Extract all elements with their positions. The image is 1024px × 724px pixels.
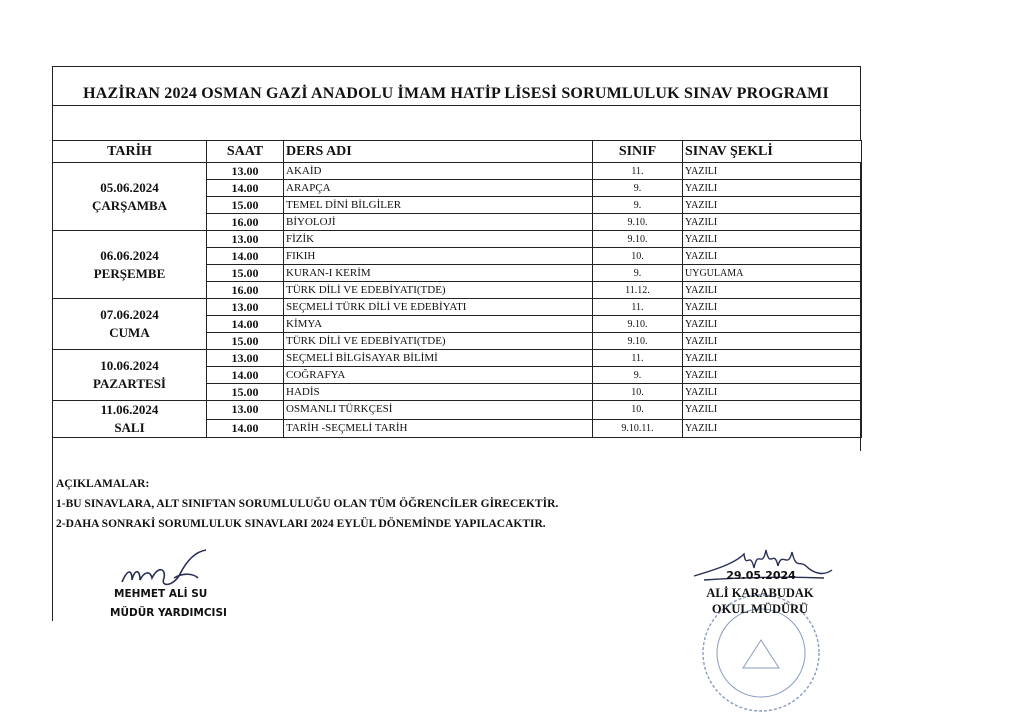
- course-cell: TEMEL DİNİ BİLGİLER: [284, 197, 593, 214]
- class-cell: 11.: [593, 299, 683, 316]
- class-cell: 9.: [593, 197, 683, 214]
- course-cell: KURAN-I KERİM: [284, 265, 593, 282]
- time-cell: 13.00: [207, 163, 284, 180]
- signature-date: 29.05.2024: [726, 569, 796, 582]
- class-cell: 10.: [593, 384, 683, 401]
- course-cell: FIKIH: [284, 248, 593, 265]
- class-cell: 10.: [593, 401, 683, 420]
- header-ders: DERS ADI: [284, 141, 593, 163]
- class-cell: 10.: [593, 248, 683, 265]
- class-cell: 9.10.11.: [593, 419, 683, 438]
- notes-section: [56, 474, 558, 534]
- exam-type-cell: YAZILI: [683, 350, 862, 367]
- class-cell: 9.10.: [593, 214, 683, 231]
- exam-type-cell: YAZILI: [683, 367, 862, 384]
- course-cell: SEÇMELİ BİLGİSAYAR BİLİMİ: [284, 350, 593, 367]
- header-sinif: SINIF: [593, 141, 683, 163]
- header-sinav-sekli: SINAV ŞEKLİ: [683, 141, 862, 163]
- date-cell: [53, 401, 207, 438]
- note-item: 1-BU SINAVLARA, ALT SINIFTAN SORUMLULUĞU OLAN TÜM ÖĞRENCİLER GİRECEKTİR.: [56, 498, 559, 510]
- signer-name-left: MEHMET ALİ SU: [114, 588, 208, 600]
- time-cell: 14.00: [207, 248, 284, 265]
- course-cell: AKAİD: [284, 163, 593, 180]
- time-cell: 13.00: [207, 401, 284, 420]
- notes-heading: AÇIKLAMALAR:: [56, 478, 150, 490]
- signer-name-right: ALİ KARABUDAK: [706, 586, 814, 600]
- exam-type-cell: UYGULAMA: [683, 265, 862, 282]
- time-cell: 14.00: [207, 180, 284, 197]
- time-cell: 15.00: [207, 333, 284, 350]
- date-cell: [53, 350, 207, 401]
- time-cell: 15.00: [207, 265, 284, 282]
- title-underline: [52, 105, 860, 106]
- course-cell: ARAPÇA: [284, 180, 593, 197]
- exam-weekday: CUMA: [109, 325, 150, 340]
- exam-type-cell: YAZILI: [683, 180, 862, 197]
- course-cell: OSMANLI TÜRKÇESİ: [284, 401, 593, 420]
- exam-type-cell: YAZILI: [683, 401, 862, 420]
- schedule-body: [53, 163, 862, 438]
- exam-date: 07.06.2024: [100, 307, 159, 322]
- course-cell: SEÇMELİ TÜRK DİLİ VE EDEBİYATI: [284, 299, 593, 316]
- class-cell: 11.12.: [593, 282, 683, 299]
- table-row: [53, 231, 862, 248]
- class-cell: 9.10.: [593, 316, 683, 333]
- exam-date: 11.06.2024: [100, 402, 159, 417]
- course-cell: HADİS: [284, 384, 593, 401]
- header-saat: SAAT: [207, 141, 284, 163]
- course-cell: BİYOLOJİ: [284, 214, 593, 231]
- signer-role-right: OKUL MÜDÜRÜ: [711, 602, 809, 616]
- exam-type-cell: YAZILI: [683, 299, 862, 316]
- exam-type-cell: YAZILI: [683, 282, 862, 299]
- exam-type-cell: YAZILI: [683, 197, 862, 214]
- exam-type-cell: YAZILI: [683, 316, 862, 333]
- time-cell: 13.00: [207, 299, 284, 316]
- title-box: [52, 66, 860, 141]
- table-row: [53, 401, 862, 420]
- class-cell: 9.10.: [593, 333, 683, 350]
- date-cell: [53, 299, 207, 350]
- table-row: [53, 350, 862, 367]
- course-cell: KİMYA: [284, 316, 593, 333]
- exam-type-cell: YAZILI: [683, 231, 862, 248]
- exam-date: 10.06.2024: [100, 358, 159, 373]
- time-cell: 15.00: [207, 384, 284, 401]
- exam-type-cell: YAZILI: [683, 214, 862, 231]
- course-cell: TARİH -SEÇMELİ TARİH: [284, 419, 593, 438]
- table-row: [53, 163, 862, 180]
- time-cell: 14.00: [207, 367, 284, 384]
- exam-type-cell: YAZILI: [683, 419, 862, 438]
- date-cell: [53, 163, 207, 231]
- exam-type-cell: YAZILI: [683, 384, 862, 401]
- signer-role-left: MÜDÜR YARDIMCISI: [110, 607, 227, 619]
- exam-type-cell: YAZILI: [683, 163, 862, 180]
- date-cell: [53, 231, 207, 299]
- header-tarih: TARİH: [53, 141, 207, 163]
- course-cell: COĞRAFYA: [284, 367, 593, 384]
- exam-weekday: PERŞEMBE: [93, 265, 166, 281]
- time-cell: 16.00: [207, 214, 284, 231]
- time-cell: 13.00: [207, 231, 284, 248]
- time-cell: 14.00: [207, 316, 284, 333]
- exam-weekday: SALI: [114, 420, 145, 435]
- time-cell: 15.00: [207, 197, 284, 214]
- table-row: [53, 299, 862, 316]
- course-cell: TÜRK DİLİ VE EDEBİYATI(TDE): [284, 282, 593, 299]
- time-cell: 13.00: [207, 350, 284, 367]
- exam-weekday: ÇARŞAMBA: [91, 197, 168, 213]
- exam-date: 06.06.2024: [100, 247, 159, 263]
- class-cell: 9.: [593, 367, 683, 384]
- time-cell: 16.00: [207, 282, 284, 299]
- exam-type-cell: YAZILI: [683, 248, 862, 265]
- exam-type-cell: YAZILI: [683, 333, 862, 350]
- class-cell: 9.: [593, 180, 683, 197]
- course-cell: FİZİK: [284, 231, 593, 248]
- class-cell: 11.: [593, 350, 683, 367]
- exam-weekday: PAZARTESİ: [93, 376, 166, 391]
- course-cell: TÜRK DİLİ VE EDEBİYATI(TDE): [284, 333, 593, 350]
- class-cell: 11.: [593, 163, 683, 180]
- document-title: HAZİRAN 2024 OSMAN GAZİ ANADOLU İMAM HATİP LİSESİ SORUMLULUK SINAV PROGRAMI: [83, 85, 829, 102]
- note-item: 2-DAHA SONRAKİ SORUMLULUK SINAVLARI 2024 EYLÜL DÖNEMİNDE YAPILACAKTIR.: [56, 518, 546, 530]
- class-cell: 9.10.: [593, 231, 683, 248]
- signature-block-left: [100, 548, 260, 628]
- exam-date: 05.06.2024: [100, 179, 159, 195]
- class-cell: 9.: [593, 265, 683, 282]
- table-header-row: [53, 141, 862, 163]
- exam-schedule-table: [52, 140, 862, 438]
- signature-block-right: [676, 540, 846, 670]
- time-cell: 14.00: [207, 419, 284, 438]
